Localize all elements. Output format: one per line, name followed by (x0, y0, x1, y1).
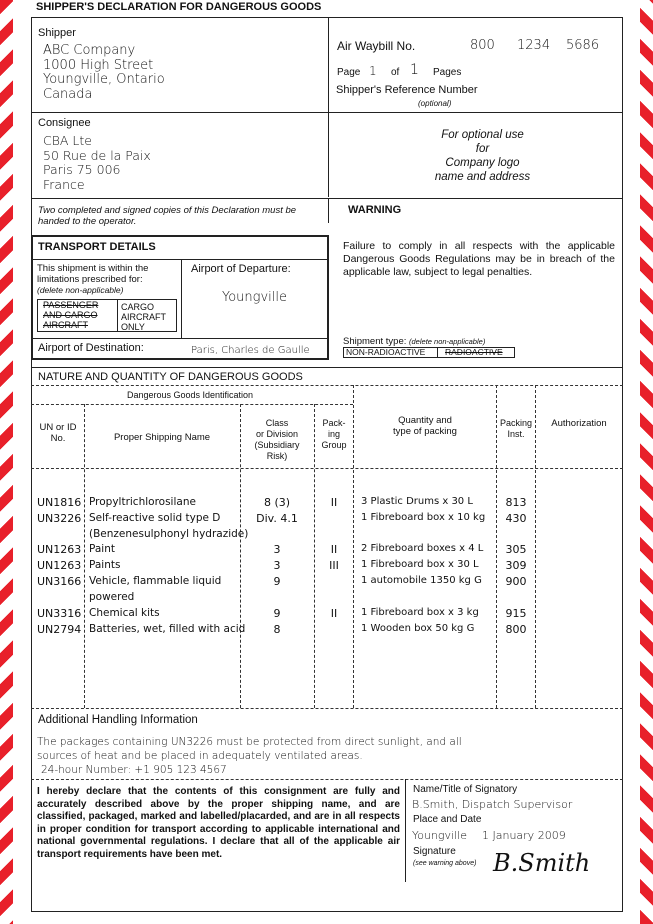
signatory-value: B.Smith, Dispatch Supervisor (412, 798, 573, 811)
row-packing-inst: 305 (505, 543, 527, 556)
awb-number-prefix: 800 (470, 38, 495, 53)
quantity-header: Quantity and type of packing (393, 415, 457, 437)
declaration-text: I hereby declare that the contents of this consignment are fully and accurately described above by the proper shipping name, and are classified, packaged, marked and labelled/placarded, and are in all respects in proper condition for transport according to applicable international and national governmental regulations. I declare that all of the applicable air transport requirements have been met. (37, 786, 400, 860)
signature: B.Smith (493, 849, 591, 877)
row-un-number: UN3316 (37, 607, 82, 620)
row-un-number: UN1816 (37, 496, 82, 509)
handling-text: The packages containing UN3226 must be protected from direct sunlight, and all sources of heat and be placed in adequately ventilated areas. 24-hour Number: +1 905 123 4567 (37, 736, 462, 776)
row-shipping-name: Paint (89, 543, 115, 555)
pages-total: 1 (410, 62, 419, 78)
row-class: 9 (273, 575, 281, 588)
row-shipping-name: powered (89, 591, 135, 603)
shipment-type-label: Shipment type: (delete non-applicable) (343, 336, 486, 347)
row-quantity: 1 Fibreboard box x 30 L (361, 559, 479, 570)
signatory-label: Name/Title of Signatory (413, 784, 518, 795)
copies-note: Two completed and signed copies of this Declaration must be handed to the operator. (38, 205, 297, 227)
row-un-number: UN3226 (37, 512, 82, 525)
row-un-number: UN1263 (37, 543, 82, 556)
handling-title: Additional Handling Information (38, 714, 198, 726)
pages-label: Pages (433, 67, 462, 78)
row-class: 3 (273, 543, 281, 556)
place-value: Youngville (412, 829, 467, 842)
row-packing-inst: 309 (505, 559, 527, 572)
row-un-number: UN3166 (37, 575, 82, 588)
authorization-header: Authorization (551, 418, 607, 429)
row-class: 8 (273, 623, 281, 636)
row-class: Div. 4.1 (256, 512, 298, 525)
row-class: 3 (273, 559, 281, 572)
row-shipping-name: Chemical kits (89, 607, 160, 619)
transport-title: TRANSPORT DETAILS (38, 241, 156, 253)
row-shipping-name: (Benzenesulphonyl hydrazide) (89, 528, 249, 540)
limitations-text: This shipment is within the limitations prescribed for: (37, 263, 149, 285)
non-radioactive-option: NON-RADIOACTIVE (346, 347, 426, 357)
row-packing-inst: 900 (505, 575, 527, 588)
cargo-aircraft-option: CARGO AIRCRAFT ONLY (121, 302, 166, 332)
row-packing-inst: 430 (505, 512, 527, 525)
row-class: 9 (273, 607, 281, 620)
of-label: of (391, 67, 400, 78)
date-value: 1 January 2009 (482, 829, 566, 842)
dg-ident-header: Dangerous Goods Identification (126, 390, 254, 400)
row-packing-group: II (330, 607, 338, 620)
shipper-label: Shipper (38, 27, 76, 39)
row-quantity: 1 automobile 1350 kg G (361, 575, 482, 586)
row-packing-inst: 915 (505, 607, 527, 620)
row-un-number: UN1263 (37, 559, 82, 572)
row-quantity: 1 Wooden box 50 kg G (361, 623, 475, 634)
delete-note: (delete non-applicable) (37, 285, 124, 295)
radioactive-option: RADIOACTIVE (445, 347, 503, 357)
reference-optional: (optional) (418, 99, 452, 108)
awb-number-check: 5686 (566, 38, 600, 53)
shipper-address: ABC Company 1000 High Street Youngville, Ontario Canada (43, 43, 165, 102)
row-quantity: 1 Fibreboard box x 3 kg (361, 607, 479, 618)
left-hazard-stripe (0, 0, 13, 924)
awb-label: Air Waybill No. (337, 39, 416, 53)
row-packing-group: II (330, 496, 338, 509)
row-quantity: 2 Fibreboard boxes x 4 L (361, 543, 484, 554)
row-shipping-name: Batteries, wet, filled with acid (89, 623, 246, 635)
awb-number-serial: 1234 (517, 38, 551, 53)
row-packing-inst: 813 (505, 496, 527, 509)
shipping-name-header: Proper Shipping Name (113, 432, 211, 443)
row-packing-group: II (330, 543, 338, 556)
row-un-number: UN2794 (37, 623, 82, 636)
un-number-header: UN or ID No. (39, 422, 77, 444)
reference-label: Shipper's Reference Number (336, 84, 478, 96)
consignee-label: Consignee (38, 117, 91, 129)
page-number: 1 (369, 64, 377, 78)
row-shipping-name: Self-reactive solid type D (89, 512, 221, 524)
departure-value: Youngville (222, 290, 287, 305)
row-quantity: 3 Plastic Drums x 30 L (361, 496, 473, 507)
place-date-label: Place and Date (413, 814, 482, 825)
destination-label: Airport of Destination: (38, 342, 144, 354)
warning-text: Failure to comply in all respects with the applicable Dangerous Goods Regulations may be in breach of the applicable law, subject to legal penalties. (343, 240, 615, 278)
row-shipping-name: Vehicle, flammable liquid (89, 575, 222, 587)
page-label: Page (337, 67, 361, 78)
signature-label: Signature (413, 846, 456, 857)
row-class: 8 (3) (263, 496, 291, 509)
packing-inst-header: Packing Inst. (499, 418, 533, 439)
form-title: SHIPPER'S DECLARATION FOR DANGEROUS GOODS (36, 1, 322, 13)
warning-title: WARNING (348, 204, 402, 216)
packing-group-header: Pack- ing Group (321, 418, 347, 450)
right-hazard-stripe (640, 0, 653, 924)
passenger-aircraft-option: PASSENGER AND CARGO AIRCRAFT (43, 300, 99, 330)
goods-title: NATURE AND QUANTITY OF DANGEROUS GOODS (38, 371, 303, 383)
signature-note: (see warning above) (413, 860, 477, 867)
row-shipping-name: Paints (89, 559, 121, 571)
class-header: Class or Division (Subsidiary Risk) (254, 418, 300, 461)
row-shipping-name: Propyltrichlorosilane (89, 496, 196, 508)
row-packing-group: III (329, 559, 339, 572)
row-packing-inst: 800 (505, 623, 527, 636)
row-quantity: 1 Fibreboard box x 10 kg (361, 512, 486, 523)
departure-label: Airport of Departure: (191, 263, 291, 275)
consignee-address: CBA Lte 50 Rue de la Paix Paris 75 006 France (43, 133, 151, 192)
logo-placeholder: For optional use for Company logo name and address (434, 129, 531, 183)
destination-value: Paris, Charles de Gaulle (191, 345, 310, 356)
